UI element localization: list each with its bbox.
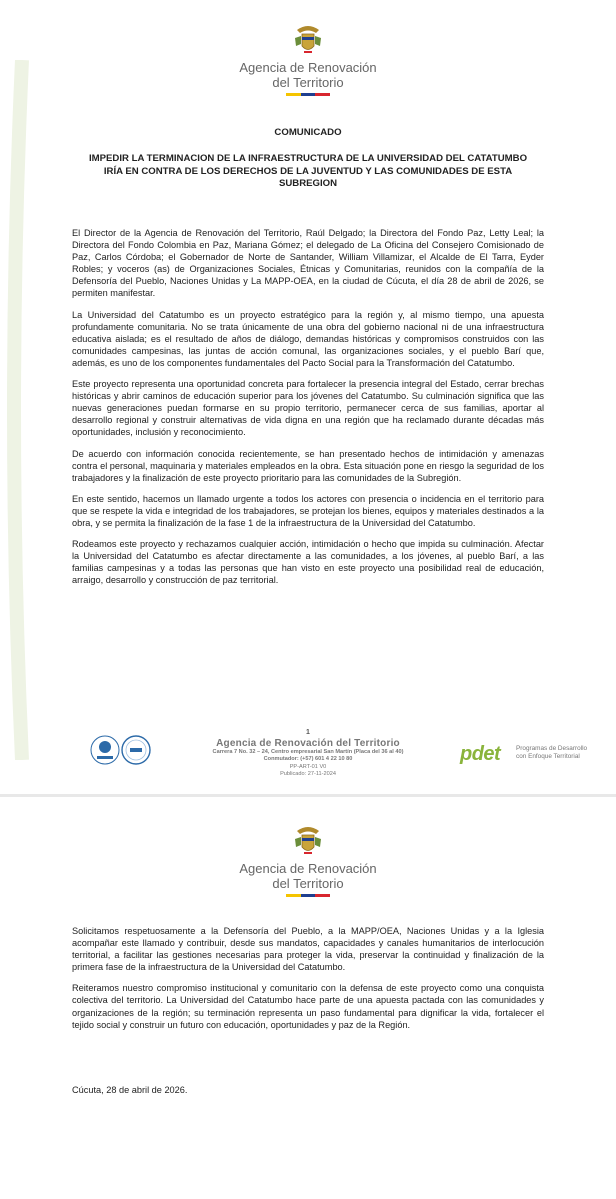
- footer-agency-name: Agencia de Renovación del Territorio: [216, 738, 400, 749]
- agency-name-line-2: del Territorio: [272, 876, 344, 891]
- page-1-body: [72, 227, 544, 595]
- paragraph: En este sentido, hacemos un llamado urgente a todos los actores con presencia o incidencia en el territorio para que se respete la vida e integridad de los trabajadores, se protejan los bienes, equipos y materiales destinados a la obra, y se permita la finalización de la fase 1 de la infraestructura de la Universidad del Catatumbo.: [72, 493, 544, 528]
- paragraph: Solicitamos respetuosamente a la Defensoría del Pueblo, a la MAPP/OEA, Naciones Unidas y a la Iglesia acompañar este llamado y contribuir, desde sus mandatos, capacidades y canales humanitarios de interlocución territorial, a facilitar las gestiones necesarias para proteger la vida, preservar la continuidad y finalización de la primera fase de la infraestructura de la Universidad del Catatumbo.: [72, 926, 544, 973]
- communique-title-line: IRÍA EN CONTRA DE LOS DERECHOS DE LA JUVENTUD Y LAS COMUNIDADES DE ESTA: [103, 165, 513, 177]
- certification-seal-icon: [90, 735, 120, 765]
- paragraph: Este proyecto representa una oportunidad concreta para fortalecer la presencia integral del Estado, cerrar brechas históricas y abrir caminos de educación superior para los jóvenes del Catatumbo. Su culminación significa que las nuevas generaciones puedan formarse en su propio territorio, permanecer cerca de sus familias, aportar al desarrollo regional y construir alternativas de vida digna en una región que ha reclamado durante décadas más oportunidades, inclusión y reconocimiento.: [72, 379, 544, 438]
- flag-tricolor-bar: [286, 93, 330, 96]
- document-page-2: [0, 797, 616, 1199]
- footer-contact: [190, 738, 426, 779]
- closing-date: Cúcuta, 28 de abril de 2026.: [72, 1085, 188, 1095]
- pdet-subtitle: [516, 745, 587, 762]
- communique-title-line: SUBREGION: [278, 178, 338, 189]
- agency-name-line-2: del Territorio: [272, 75, 344, 90]
- footer-published-date: Publicado: 27-11-2024: [280, 771, 336, 778]
- paragraph: El Director de la Agencia de Renovación del Territorio, Raúl Delgado; la Directora del Fondo Paz, Letty Leal; la Directora del Fondo Colombia en Paz, Mariana Gómez; el delegado de La Oficina del Consejero Comisionado de Paz, Carlos Córdoba; el Gobernador de Norte de Santander, William Villamizar, el Alcalde de El Tarra, Eyder Robles; y voceros (as) de Organizaciones Sociales, Étnicas y Comunitarias, reunidos con la compañía de la Defensoría del Pueblo, Naciones Unidas y La MAPP-OEA, en la ciudad de Cúcuta, el día 28 de abril de 2026, se permiten manifestar.: [72, 228, 544, 299]
- pdet-subtitle-line: con Enfoque Territorial: [516, 753, 580, 761]
- footer-address: Carrera 7 No. 32 – 24, Centro empresarial San Martín (Placa del 36 al 40): [212, 749, 404, 755]
- colombia-coat-of-arms-icon: [293, 24, 323, 56]
- decorative-curve-icon: [0, 60, 40, 760]
- footer-document-code: PP-ART-01 V0: [289, 763, 327, 770]
- communique-title: [80, 153, 536, 191]
- footer-phone: Conmutador: (+57) 601 4 22 10 80: [263, 756, 353, 763]
- paragraph: Reiteramos nuestro compromiso institucional y comunitario con la defensa de este proyecto como una conquista colectiva del territorio. La Universidad del Catatumbo hace parte de una apuesta pactada con las comunidades y organizaciones de la región; su terminación representa un paso fundamental para dignificar la vida, fortalecer el tejido social y construir un futuro con educación, oportunidades y paz de la Región.: [72, 983, 544, 1030]
- letterhead: [0, 825, 616, 897]
- agency-name-line-1: Agencia de Renovación: [239, 861, 377, 876]
- flag-tricolor-bar: [286, 894, 330, 897]
- page-number: 1: [306, 729, 310, 736]
- pdet-logo: [460, 741, 610, 775]
- pdet-wordmark: pdet: [460, 743, 501, 765]
- paragraph: Rodeamos este proyecto y rechazamos cualquier acción, intimidación o hecho que impida su culminación. Afectar la Universidad del Catatumbo es afectar directamente a las comunidades, a los jóvenes, al pueblo Barí, a las familias campesinas y a todas las personas que han visto en este proyecto una posibilidad real de educación, arraigo, desarrollo y construcción de paz territorial.: [72, 539, 544, 586]
- paragraph: La Universidad del Catatumbo es un proyecto estratégico para la región y, al mismo tiempo, una apuesta profundamente comunitaria. No se trata únicamente de una obra del gobierno nacional ni de una infraestructura educativa aislada; es el resultado de años de diálogo, demandas históricas y compromisos construidos con las comunidades campesinas, las juntas de acción comunal, las organizaciones sociales, y el pueblo Barí que, además, es uno de los componentes fundamentales del Pacto Social para la Transformación del Catatumbo.: [72, 309, 544, 368]
- colombia-coat-of-arms-icon: [293, 825, 323, 857]
- paragraph: De acuerdo con información conocida recientemente, se han presentado hechos de intimidación y amenazas contra el personal, maquinaria y materiales empleados en la obra. Esta situación pone en riesgo la seguridad de los trabajadores y la finalización de este proyecto prioritario para las comunidades de la Subregión.: [72, 448, 544, 483]
- pdet-subtitle-line: Programas de Desarrollo: [516, 745, 588, 752]
- letterhead: [0, 24, 616, 96]
- iqnet-seal-icon: [121, 735, 151, 765]
- agency-name-line-1: Agencia de Renovación: [239, 60, 377, 75]
- page-2-body: [72, 925, 544, 1040]
- communique-title-line: IMPEDIR LA TERMINACION DE LA INFRAESTRUCTURA DE LA UNIVERSIDAD DEL CATATUMBO: [88, 153, 528, 164]
- communique-label: COMUNICADO: [274, 127, 342, 138]
